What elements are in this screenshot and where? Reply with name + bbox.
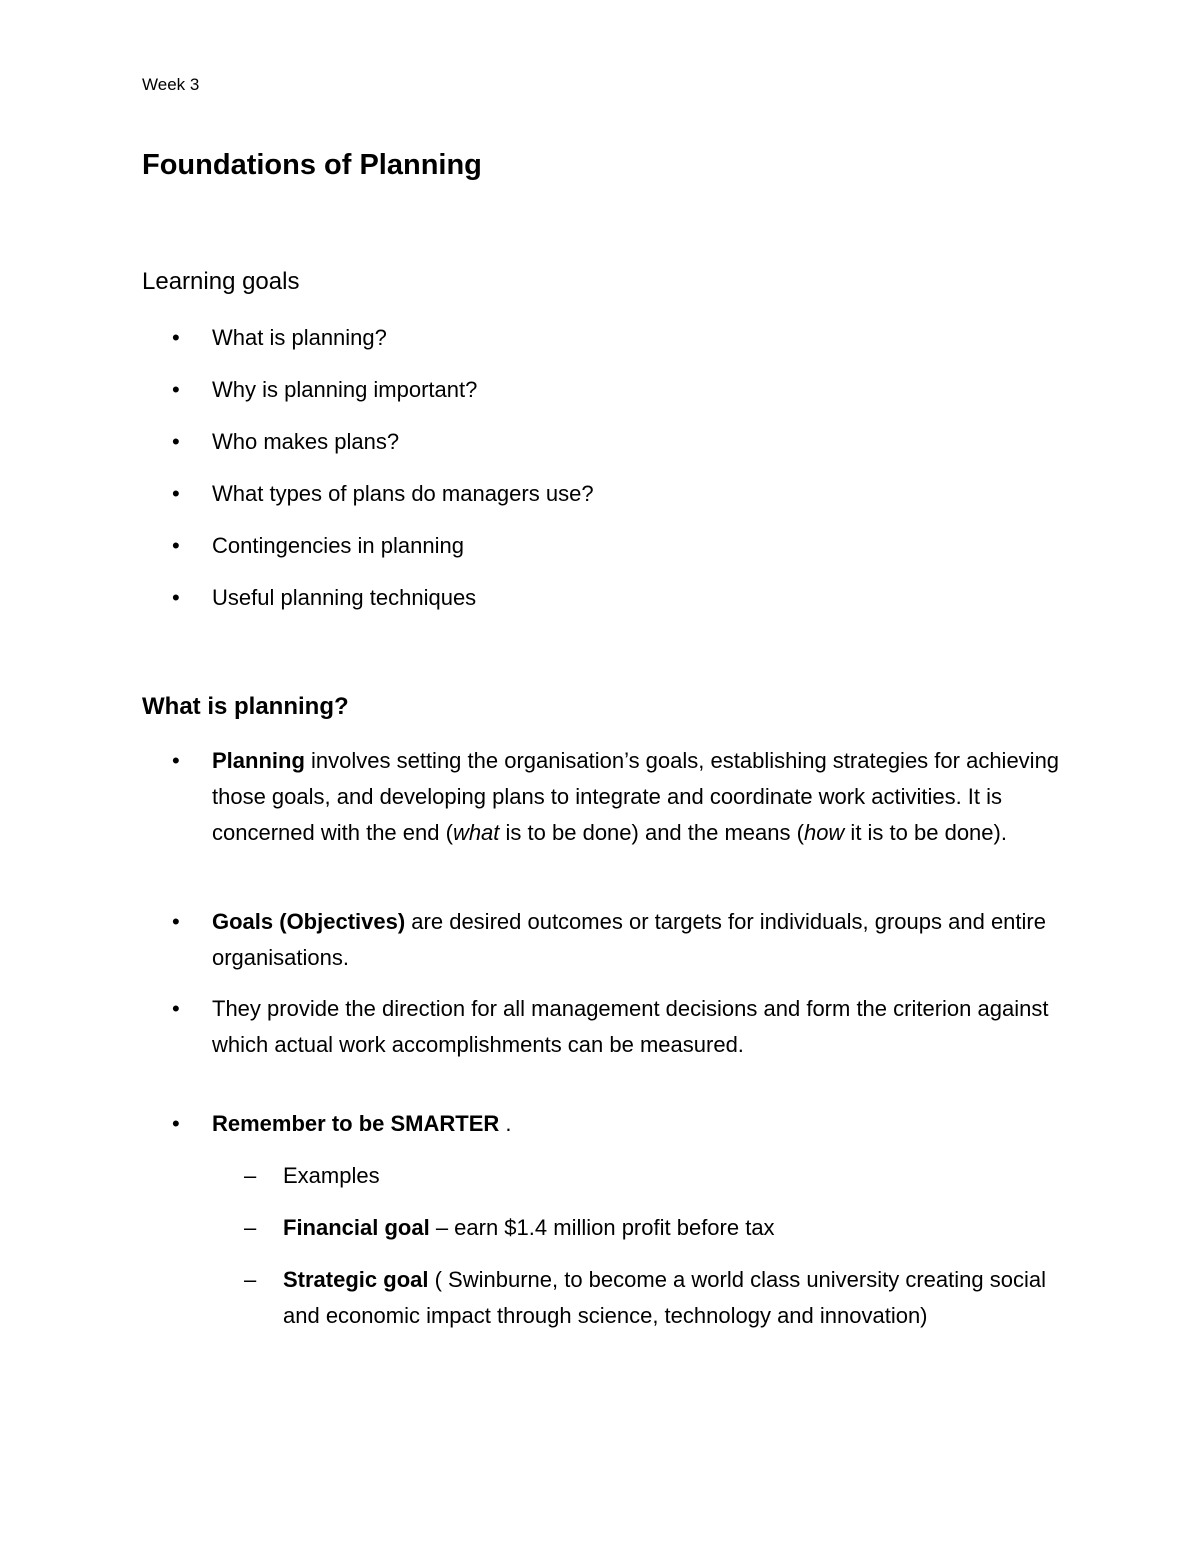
term-goals: Goals (Objectives): [212, 909, 406, 934]
bullet-icon: •: [172, 1111, 180, 1136]
learning-goals-heading: Learning goals: [142, 268, 300, 295]
list-item-text: What types of plans do managers use?: [212, 481, 594, 506]
list-item-text: Useful planning techniques: [212, 585, 477, 610]
dash-icon: –: [244, 1215, 257, 1240]
bullet-icon: •: [172, 377, 180, 402]
dash-icon: –: [244, 1267, 257, 1292]
term-planning: Planning: [212, 748, 305, 773]
list-item-text: Examples: [283, 1163, 380, 1188]
list-item-text: Contingencies in planning: [212, 533, 464, 558]
text-segment: ( Swinburne, to become a world class university creating social and economic impact through science, technology and innovation): [283, 1267, 1046, 1328]
emphasis-how: how: [803, 820, 845, 845]
list-item-text: [212, 743, 1067, 851]
what-is-planning-heading: What is planning?: [142, 693, 349, 720]
list-item-text: Who makes plans?: [212, 429, 400, 454]
page-header: Week 3: [142, 75, 200, 94]
bullet-icon: •: [172, 585, 180, 610]
emphasis-what: what: [452, 820, 500, 845]
list-item: [0, 476, 1200, 528]
list-item-text: [212, 1106, 1067, 1142]
list-item: [0, 424, 1200, 476]
list-item: [0, 580, 1200, 632]
bullet-icon: •: [172, 909, 180, 934]
learning-goals-list: [0, 320, 1200, 632]
list-item: [0, 372, 1200, 424]
list-item-text: What is planning?: [212, 325, 387, 350]
list-item-text: They provide the direction for all management decisions and form the criterion against which actual work accomplishments can be measured.: [212, 996, 1049, 1057]
list-item: [0, 528, 1200, 580]
bullet-icon: •: [172, 429, 180, 454]
term-strategic-goal: Strategic goal: [283, 1267, 429, 1292]
bullet-icon: •: [172, 481, 180, 506]
list-item-text: Why is planning important?: [212, 377, 478, 402]
text-segment: it is to be done).: [844, 820, 1007, 845]
text-segment: involves setting the organisation’s goals, establishing strategies for achieving those goals, and developing plans to integrate and coordinate work activities. It is concerned with the end (: [212, 748, 1060, 845]
list-item-text: [212, 904, 1067, 976]
document-title: Foundations of Planning: [142, 149, 482, 181]
list-item-text: [283, 1262, 1073, 1334]
text-segment: is to be done) and the means (: [499, 820, 804, 845]
list-item-text: [283, 1210, 1073, 1246]
bullet-icon: •: [172, 996, 180, 1021]
term-financial-goal: Financial goal: [283, 1215, 430, 1240]
text-segment: .: [499, 1111, 512, 1136]
bullet-icon: •: [172, 748, 180, 773]
dash-icon: –: [244, 1163, 257, 1188]
list-item: [0, 320, 1200, 372]
term-smarter: Remember to be SMARTER: [212, 1111, 500, 1136]
bullet-icon: •: [172, 325, 180, 350]
text-segment: – earn $1.4 million profit before tax: [429, 1215, 775, 1240]
text-segment: are desired outcomes or targets for individuals, groups and entire organisations.: [212, 909, 1046, 970]
bullet-icon: •: [172, 533, 180, 558]
